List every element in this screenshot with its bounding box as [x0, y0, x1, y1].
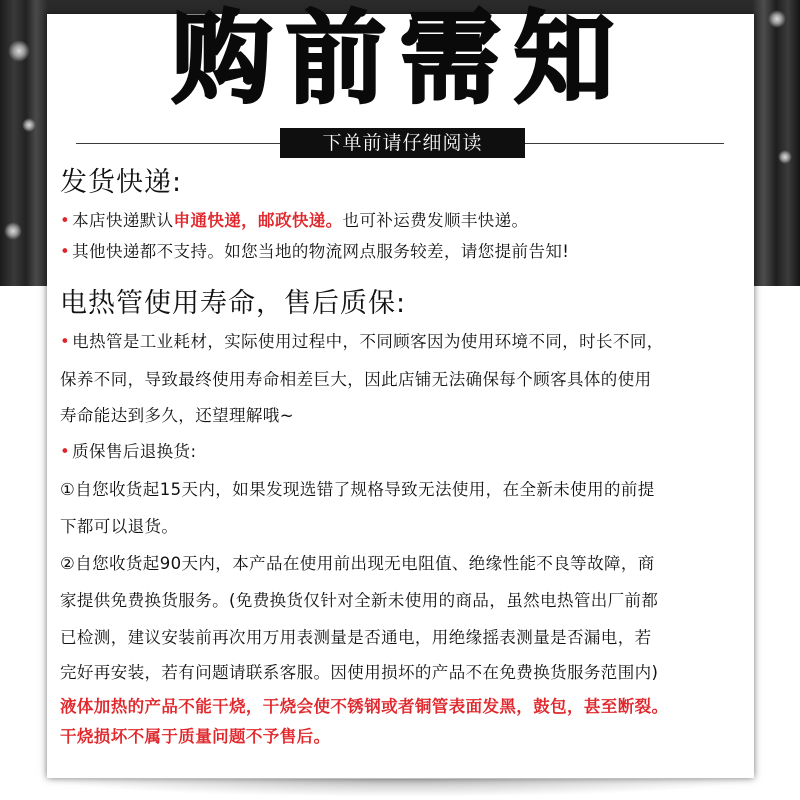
background-sparkle — [778, 150, 792, 164]
page-title: 购前需知 — [172, 0, 628, 117]
background-sparkle — [4, 222, 22, 240]
warranty-p1-line-1 — [60, 328, 664, 352]
shipping-line-2 — [60, 238, 569, 262]
shipping-line-1-suffix: 也可补运费发顺丰快递。 — [342, 211, 529, 230]
dry-fire-warning-line-2: 干烧损坏不属于质量问题不予售后。 — [60, 727, 331, 746]
dry-fire-warning-line-1: 液体加热的产品不能干烧，干烧会使不锈钢或者铜管表面发黑，鼓包，甚至断裂。 — [60, 697, 669, 716]
bullet-icon: • — [60, 332, 71, 351]
warranty-heading: 电热管使用寿命，售后质保: — [60, 288, 407, 319]
background-sparkle — [22, 118, 36, 132]
bullet-icon: • — [60, 211, 71, 230]
warranty-p4-line-2: 家提供免费换货服务。(免费换货仅针对全新未使用的商品，虽然电热管出厂前都 — [60, 591, 659, 610]
warranty-p3-line-1: ①自您收货起15天内，如果发现选错了规格导致无法使用，在全新未使用的前提 — [60, 480, 655, 499]
shipping-line-2-text: 其他快递都不支持。如您当地的物流网点服务较差，请您提前告知! — [72, 242, 570, 261]
shipping-line-1-prefix: 本店快递默认 — [72, 211, 174, 230]
warranty-return-label-text: 质保售后退换货: — [72, 442, 197, 461]
card-shadow — [40, 779, 760, 797]
default-couriers: 申通快递，邮政快递。 — [173, 211, 343, 230]
shipping-heading: 发货快递: — [60, 167, 183, 198]
warranty-p4-line-4: 完好再安装，若有问题请联系客服。因使用损坏的产品不在免费换货服务范围内) — [60, 663, 659, 682]
warranty-p3-line-2: 下都可以退货。 — [60, 517, 179, 536]
warranty-return-label — [60, 438, 196, 462]
bullet-icon: • — [60, 442, 71, 461]
shipping-line-1 — [60, 207, 528, 231]
warranty-p1-line-2: 保养不同，导致最终使用寿命相差巨大，因此店铺无法确保每个顾客具体的使用 — [60, 370, 652, 389]
bullet-icon: • — [60, 242, 71, 261]
subtitle-banner: 下单前请仔细阅读 — [280, 128, 525, 158]
warranty-p1-line-1-text: 电热管是工业耗材，实际使用过程中，不同顾客因为使用环境不同，时长不同， — [72, 332, 664, 351]
warranty-p4-line-1: ②自您收货起90天内，本产品在使用前出现无电阻值、绝缘性能不良等故障，商 — [60, 554, 655, 573]
warranty-p1-line-3: 寿命能达到多久，还望理解哦~ — [60, 406, 294, 425]
warranty-p4-line-3: 已检测，建议安装前再次用万用表测量是否通电，用绝缘摇表测量是否漏电，若 — [60, 628, 652, 647]
